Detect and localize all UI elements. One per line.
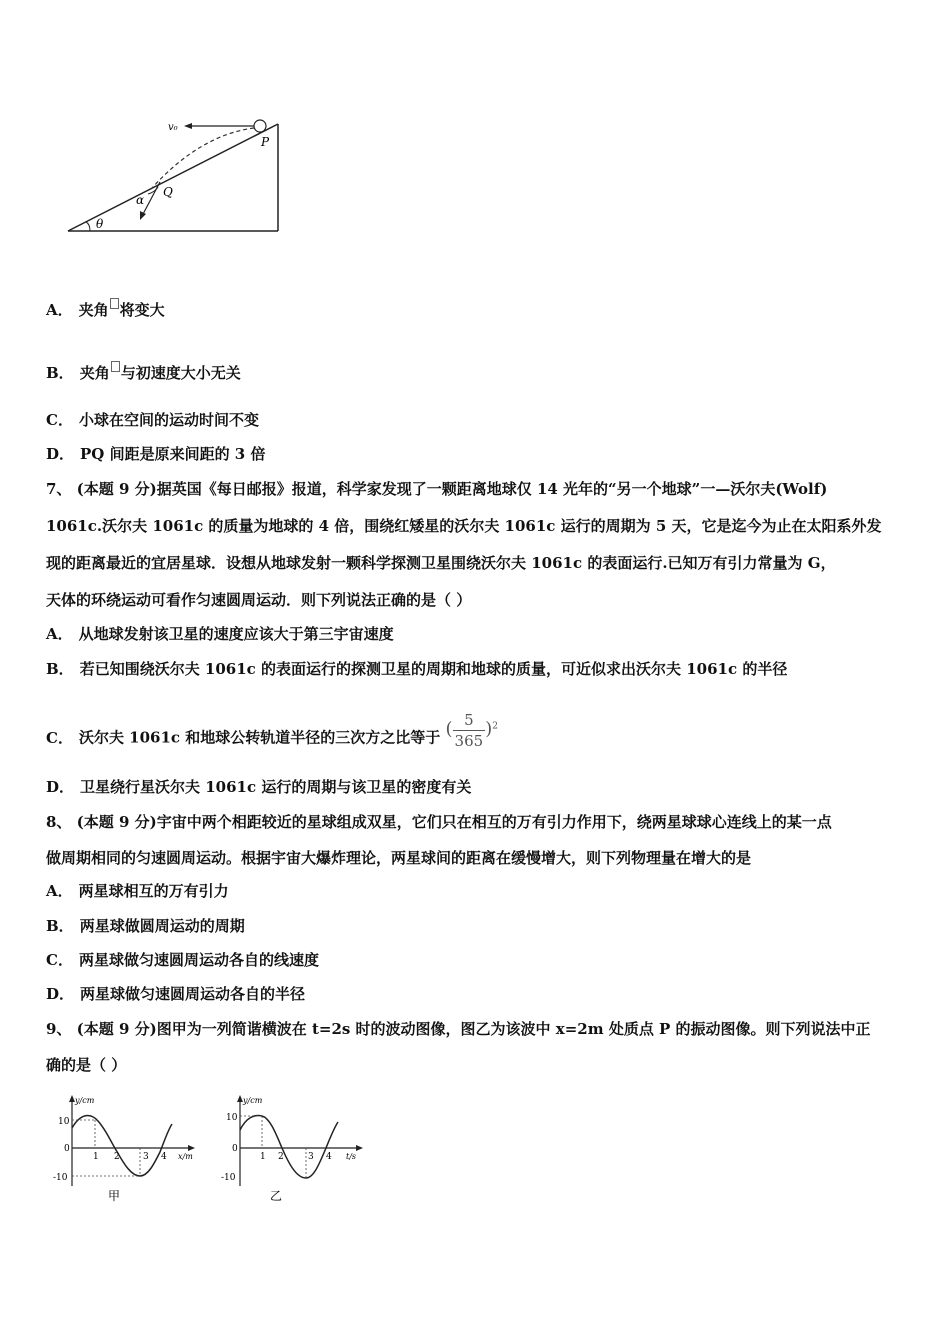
y-axis-label: y/cm: [243, 1096, 263, 1105]
exponent: 2: [492, 721, 498, 732]
numerator: 5: [464, 711, 474, 729]
option-label: A．: [46, 882, 73, 900]
q8-option-d: [46, 984, 305, 1004]
x-axis-arrowhead: [188, 1145, 195, 1151]
right-paren: ): [485, 718, 493, 740]
y-tick-zero: 0: [64, 1144, 70, 1154]
q6-option-c: [46, 410, 259, 430]
option-label: A．: [46, 625, 73, 643]
y-axis-label: y/cm: [75, 1096, 95, 1105]
q6-option-b: [46, 361, 241, 383]
option-text: 两星球做匀速圆周运动各自的半径: [80, 985, 306, 1003]
ball: [254, 120, 266, 132]
q6-option-d: [46, 444, 265, 464]
velocity-arrowhead: [184, 123, 192, 129]
p-label: P: [261, 135, 270, 149]
option-text: 从地球发射该卫星的速度应该大于第三宇宙速度: [78, 625, 394, 643]
incline-figure: [60, 110, 290, 240]
q9-stem-line-1: 9、 (本题 9 分)图甲为一列简谐横波在 t=2s 时的波动图像，图乙为该波中 x=2m 处质点 P 的振动图像。则下列说法中正: [46, 1020, 871, 1038]
fraction-expression: [446, 710, 498, 751]
impact-velocity: [142, 182, 160, 216]
x-tick-4: 4: [326, 1152, 332, 1162]
option-text-pre: 夹角: [78, 301, 109, 319]
v0-label: v₀: [168, 122, 178, 133]
wave-graph-jia: [44, 1090, 204, 1210]
x-axis-arrowhead: [356, 1145, 363, 1151]
alpha-label: α: [136, 193, 145, 207]
theta-arc: [86, 222, 90, 231]
fraction: [453, 710, 486, 751]
impact-arrowhead: [140, 211, 146, 220]
option-label: D．: [46, 778, 75, 796]
incline-surface: [68, 124, 278, 231]
denominator: 365: [454, 732, 484, 750]
trajectory: [152, 128, 254, 188]
missing-glyph-icon: [110, 298, 119, 309]
q6-option-a: [46, 298, 165, 320]
option-label: C．: [46, 951, 73, 969]
q9-stem-line-2: 确的是（ ）: [46, 1056, 127, 1074]
q7-stem-line-3: 现的距离最近的宜居星球．设想从地球发射一颗科学探测卫星围绕沃尔夫 1061c 的表面运行.已知万有引力常量为 G，: [46, 554, 836, 572]
option-label: A．: [46, 301, 73, 319]
q8-option-c: [46, 950, 319, 970]
x-tick-4: 4: [161, 1152, 167, 1162]
option-text: 两星球做匀速圆周运动各自的线速度: [78, 951, 319, 969]
q7-stem-line-1: 7、 (本题 9 分)据英国《每日邮报》报道，科学家发现了一颗距离地球仅 14 光年的“另一个地球”一—沃尔夫(Wolf): [46, 480, 828, 498]
option-text: PQ 间距是原来间距的 3 倍: [80, 445, 266, 463]
q7-option-b: [46, 659, 787, 679]
q7-option-a: [46, 624, 394, 644]
x-tick-2: 2: [114, 1152, 120, 1162]
option-text: 沃尔夫 1061c 和地球公转轨道半径的三次方之比等于: [78, 728, 441, 747]
q8-stem-line-1: 8、 (本题 9 分)宇宙中两个相距较近的星球组成双星，它们只在相互的万有引力作用下，绕两星球球心连线上的某一点: [46, 813, 832, 831]
caption: 乙: [270, 1189, 283, 1203]
vibration-graph-yi: [212, 1090, 372, 1210]
option-label: B．: [46, 917, 74, 935]
x-axis-label: t/s: [346, 1152, 357, 1161]
q8-option-a: [46, 881, 229, 901]
option-label: B．: [46, 364, 74, 382]
missing-glyph-icon: [111, 361, 120, 372]
caption: 甲: [108, 1189, 121, 1203]
x-tick-1: 1: [260, 1152, 266, 1162]
y-tick-neg: -10: [53, 1173, 68, 1183]
x-axis-label: x/m: [178, 1152, 193, 1161]
left-paren: (: [445, 718, 453, 740]
y-tick-pos: 10: [58, 1117, 70, 1127]
option-text-pre: 夹角: [79, 364, 110, 382]
option-text: 小球在空间的运动时间不变: [78, 411, 259, 429]
theta-label: θ: [96, 217, 104, 231]
q-label: Q: [163, 185, 173, 199]
x-tick-1: 1: [93, 1152, 99, 1162]
q7-stem-line-4: 天体的环绕运动可看作匀速圆周运动．则下列说法正确的是（ ）: [46, 591, 472, 609]
q8-stem-line-2: 做周期相同的匀速圆周运动。根据宇宙大爆炸理论，两星球间的距离在缓慢增大，则下列物理量在增大的是: [46, 849, 752, 867]
option-label: D．: [46, 445, 75, 463]
option-text: 两星球做圆周运动的周期: [79, 917, 245, 935]
option-text-post: 与初速度大小无关: [120, 364, 241, 382]
option-text: 卫星绕行星沃尔夫 1061c 运行的周期与该卫星的密度有关: [80, 778, 472, 796]
option-label: B．: [46, 660, 74, 678]
option-label: C．: [46, 728, 73, 747]
option-text-post: 将变大: [119, 301, 165, 319]
q7-stem-line-2: 1061c.沃尔夫 1061c 的质量为地球的 4 倍，围绕红矮星的沃尔夫 1061c 运行的周期为 5 天，它是迄今为止在太阳系外发: [46, 517, 882, 535]
option-label: C．: [46, 411, 73, 429]
q7-option-c: [46, 711, 498, 759]
y-tick-pos: 10: [226, 1113, 238, 1123]
y-tick-zero: 0: [232, 1144, 238, 1154]
x-tick-3: 3: [308, 1152, 314, 1162]
y-tick-neg: -10: [221, 1173, 236, 1183]
wave-curve: [72, 1116, 172, 1176]
q7-option-d: [46, 777, 471, 797]
x-tick-2: 2: [278, 1152, 284, 1162]
option-text: 两星球相互的万有引力: [78, 882, 229, 900]
q8-option-b: [46, 916, 245, 936]
x-tick-3: 3: [143, 1152, 149, 1162]
vibration-curve: [240, 1116, 338, 1178]
option-text: 若已知围绕沃尔夫 1061c 的表面运行的探测卫星的周期和地球的质量，可近似求出沃尔夫 1061c 的半径: [79, 660, 788, 678]
option-label: D．: [46, 985, 75, 1003]
